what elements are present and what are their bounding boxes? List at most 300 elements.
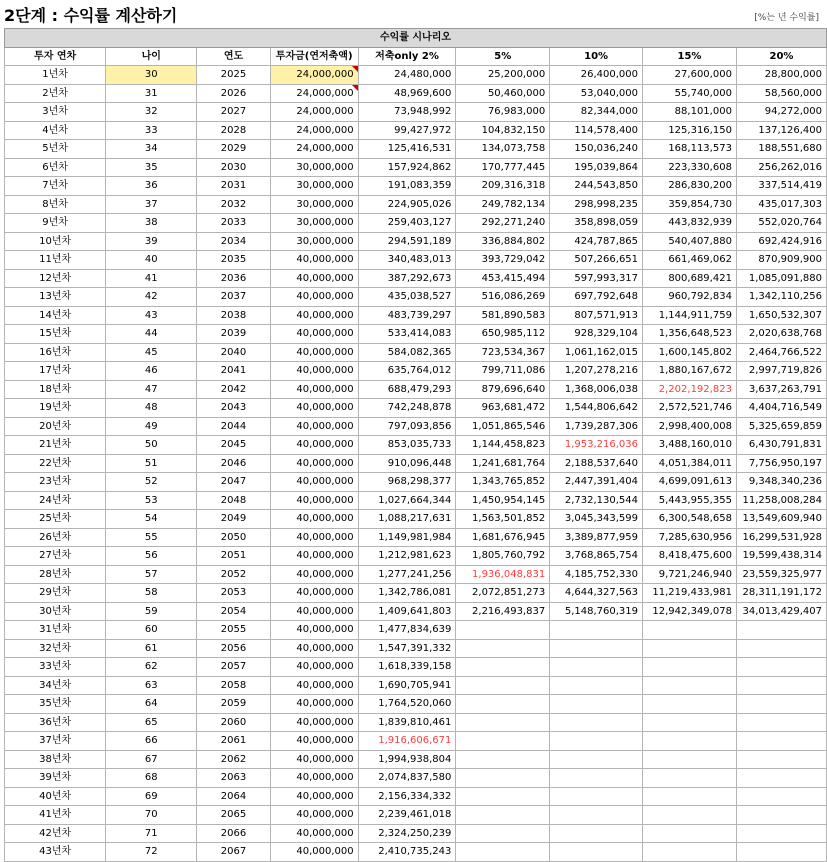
cell-year[interactable]: 2035 xyxy=(197,251,270,270)
cell-year-no[interactable]: 31년차 xyxy=(5,621,106,640)
cell-year[interactable]: 2057 xyxy=(197,658,270,677)
cell-year-no[interactable]: 40년차 xyxy=(5,787,106,806)
cell-rate-2[interactable]: 125,416,531 xyxy=(358,140,456,159)
cell-rate-5[interactable]: 453,415,494 xyxy=(456,269,550,288)
cell-rate-10[interactable]: 1,207,278,216 xyxy=(550,362,643,381)
cell-rate-10[interactable]: 114,578,400 xyxy=(550,121,643,140)
cell-rate-2[interactable]: 797,093,856 xyxy=(358,417,456,436)
cell-age[interactable]: 52 xyxy=(106,473,197,492)
cell-year[interactable]: 2060 xyxy=(197,713,270,732)
cell-rate-10[interactable]: 5,148,760,319 xyxy=(550,602,643,621)
cell-year-no[interactable]: 15년차 xyxy=(5,325,106,344)
cell-year-no[interactable]: 13년차 xyxy=(5,288,106,307)
cell-year-no[interactable]: 35년차 xyxy=(5,695,106,714)
cell-rate-10[interactable]: 82,344,000 xyxy=(550,103,643,122)
cell-rate-2[interactable]: 2,156,334,332 xyxy=(358,787,456,806)
cell-rate-15[interactable]: 800,689,421 xyxy=(643,269,737,288)
cell-rate-15[interactable]: 4,699,091,613 xyxy=(643,473,737,492)
cell-year-no[interactable]: 30년차 xyxy=(5,602,106,621)
cell-year-no[interactable]: 36년차 xyxy=(5,713,106,732)
cell-age[interactable]: 67 xyxy=(106,750,197,769)
cell-age[interactable]: 33 xyxy=(106,121,197,140)
cell-rate-10[interactable] xyxy=(550,787,643,806)
cell-rate-20[interactable]: 13,549,609,940 xyxy=(736,510,826,529)
cell-rate-2[interactable]: 1,916,606,671 xyxy=(358,732,456,751)
cell-invest[interactable]: 40,000,000 xyxy=(270,251,358,270)
cell-rate-10[interactable]: 2,732,130,544 xyxy=(550,491,643,510)
cell-rate-5[interactable]: 1,144,458,823 xyxy=(456,436,550,455)
cell-rate-15[interactable]: 88,101,000 xyxy=(643,103,737,122)
cell-rate-10[interactable]: 3,045,343,599 xyxy=(550,510,643,529)
cell-rate-15[interactable]: 960,792,834 xyxy=(643,288,737,307)
cell-year[interactable]: 2039 xyxy=(197,325,270,344)
cell-rate-5[interactable]: 104,832,150 xyxy=(456,121,550,140)
cell-invest[interactable]: 40,000,000 xyxy=(270,547,358,566)
cell-year[interactable]: 2031 xyxy=(197,177,270,196)
cell-rate-10[interactable] xyxy=(550,824,643,843)
cell-rate-2[interactable]: 2,410,735,243 xyxy=(358,843,456,862)
cell-rate-2[interactable]: 1,477,834,639 xyxy=(358,621,456,640)
cell-rate-20[interactable] xyxy=(736,639,826,658)
header-rate-5[interactable]: 5% xyxy=(456,47,550,66)
cell-rate-2[interactable]: 635,764,012 xyxy=(358,362,456,381)
cell-year-no[interactable]: 12년차 xyxy=(5,269,106,288)
cell-rate-5[interactable]: 1,343,765,852 xyxy=(456,473,550,492)
cell-rate-15[interactable]: 4,051,384,011 xyxy=(643,454,737,473)
cell-rate-5[interactable] xyxy=(456,639,550,658)
cell-rate-20[interactable]: 256,262,016 xyxy=(736,158,826,177)
cell-year-no[interactable]: 7년차 xyxy=(5,177,106,196)
cell-rate-20[interactable]: 1,085,091,880 xyxy=(736,269,826,288)
cell-rate-20[interactable]: 9,348,340,236 xyxy=(736,473,826,492)
cell-invest[interactable]: 40,000,000 xyxy=(270,473,358,492)
cell-rate-15[interactable]: 55,740,000 xyxy=(643,84,737,103)
cell-invest[interactable]: 40,000,000 xyxy=(270,491,358,510)
cell-rate-15[interactable]: 286,830,200 xyxy=(643,177,737,196)
cell-rate-20[interactable]: 552,020,764 xyxy=(736,214,826,233)
cell-year-no[interactable]: 33년차 xyxy=(5,658,106,677)
cell-rate-20[interactable]: 1,342,110,256 xyxy=(736,288,826,307)
cell-invest[interactable]: 40,000,000 xyxy=(270,824,358,843)
cell-rate-10[interactable]: 507,266,651 xyxy=(550,251,643,270)
cell-rate-20[interactable]: 2,464,766,522 xyxy=(736,343,826,362)
cell-rate-2[interactable]: 1,994,938,804 xyxy=(358,750,456,769)
cell-invest[interactable]: 40,000,000 xyxy=(270,399,358,418)
cell-year-no[interactable]: 20년차 xyxy=(5,417,106,436)
cell-rate-2[interactable]: 224,905,026 xyxy=(358,195,456,214)
cell-rate-20[interactable]: 6,430,791,831 xyxy=(736,436,826,455)
cell-age[interactable]: 70 xyxy=(106,806,197,825)
cell-rate-15[interactable]: 223,330,608 xyxy=(643,158,737,177)
cell-year[interactable]: 2053 xyxy=(197,584,270,603)
cell-age[interactable]: 53 xyxy=(106,491,197,510)
cell-age[interactable]: 38 xyxy=(106,214,197,233)
cell-rate-2[interactable]: 968,298,377 xyxy=(358,473,456,492)
cell-age[interactable]: 56 xyxy=(106,547,197,566)
cell-rate-10[interactable] xyxy=(550,750,643,769)
cell-rate-10[interactable]: 3,389,877,959 xyxy=(550,528,643,547)
cell-rate-20[interactable]: 188,551,680 xyxy=(736,140,826,159)
cell-year-no[interactable]: 16년차 xyxy=(5,343,106,362)
cell-age[interactable]: 55 xyxy=(106,528,197,547)
cell-rate-20[interactable]: 7,756,950,197 xyxy=(736,454,826,473)
cell-year-no[interactable]: 10년차 xyxy=(5,232,106,251)
cell-age[interactable]: 60 xyxy=(106,621,197,640)
cell-rate-10[interactable] xyxy=(550,732,643,751)
cell-invest[interactable]: 24,000,000 xyxy=(270,103,358,122)
cell-rate-15[interactable]: 3,488,160,010 xyxy=(643,436,737,455)
cell-rate-2[interactable]: 1,149,981,984 xyxy=(358,528,456,547)
cell-rate-20[interactable]: 2,997,719,826 xyxy=(736,362,826,381)
cell-rate-5[interactable]: 799,711,086 xyxy=(456,362,550,381)
cell-rate-2[interactable]: 853,035,733 xyxy=(358,436,456,455)
cell-rate-2[interactable]: 2,239,461,018 xyxy=(358,806,456,825)
cell-rate-15[interactable]: 1,144,911,759 xyxy=(643,306,737,325)
cell-rate-10[interactable] xyxy=(550,843,643,862)
cell-year[interactable]: 2037 xyxy=(197,288,270,307)
cell-rate-2[interactable]: 1,088,217,631 xyxy=(358,510,456,529)
header-year-no[interactable]: 투자 연차 xyxy=(5,47,106,66)
cell-invest[interactable]: 24,000,000 xyxy=(270,66,358,85)
cell-rate-2[interactable]: 99,427,972 xyxy=(358,121,456,140)
cell-year[interactable]: 2042 xyxy=(197,380,270,399)
cell-year-no[interactable]: 41년차 xyxy=(5,806,106,825)
cell-age[interactable]: 32 xyxy=(106,103,197,122)
cell-year[interactable]: 2030 xyxy=(197,158,270,177)
cell-invest[interactable]: 40,000,000 xyxy=(270,565,358,584)
cell-age[interactable]: 49 xyxy=(106,417,197,436)
cell-age[interactable]: 30 xyxy=(106,66,197,85)
cell-rate-15[interactable] xyxy=(643,639,737,658)
cell-rate-15[interactable] xyxy=(643,676,737,695)
cell-age[interactable]: 64 xyxy=(106,695,197,714)
cell-rate-2[interactable]: 1,618,339,158 xyxy=(358,658,456,677)
cell-invest[interactable]: 40,000,000 xyxy=(270,417,358,436)
cell-year[interactable]: 2033 xyxy=(197,214,270,233)
cell-invest[interactable]: 40,000,000 xyxy=(270,787,358,806)
cell-year[interactable]: 2067 xyxy=(197,843,270,862)
cell-invest[interactable]: 40,000,000 xyxy=(270,750,358,769)
cell-year-no[interactable]: 28년차 xyxy=(5,565,106,584)
cell-rate-10[interactable]: 424,787,865 xyxy=(550,232,643,251)
cell-rate-2[interactable]: 742,248,878 xyxy=(358,399,456,418)
cell-invest[interactable]: 30,000,000 xyxy=(270,195,358,214)
cell-rate-5[interactable]: 336,884,802 xyxy=(456,232,550,251)
cell-year-no[interactable]: 2년차 xyxy=(5,84,106,103)
cell-rate-5[interactable] xyxy=(456,843,550,862)
header-age[interactable]: 나이 xyxy=(106,47,197,66)
cell-invest[interactable]: 24,000,000 xyxy=(270,84,358,103)
cell-invest[interactable]: 40,000,000 xyxy=(270,843,358,862)
cell-age[interactable]: 54 xyxy=(106,510,197,529)
cell-year-no[interactable]: 22년차 xyxy=(5,454,106,473)
cell-year[interactable]: 2052 xyxy=(197,565,270,584)
cell-invest[interactable]: 40,000,000 xyxy=(270,510,358,529)
cell-rate-5[interactable]: 134,073,758 xyxy=(456,140,550,159)
cell-rate-2[interactable]: 340,483,013 xyxy=(358,251,456,270)
cell-rate-20[interactable]: 11,258,008,284 xyxy=(736,491,826,510)
cell-rate-10[interactable]: 1,368,006,038 xyxy=(550,380,643,399)
cell-rate-20[interactable] xyxy=(736,843,826,862)
cell-rate-20[interactable]: 5,325,659,859 xyxy=(736,417,826,436)
cell-year-no[interactable]: 4년차 xyxy=(5,121,106,140)
cell-age[interactable]: 65 xyxy=(106,713,197,732)
cell-age[interactable]: 59 xyxy=(106,602,197,621)
cell-rate-10[interactable]: 807,571,913 xyxy=(550,306,643,325)
cell-rate-5[interactable]: 879,696,640 xyxy=(456,380,550,399)
cell-rate-15[interactable]: 2,998,400,008 xyxy=(643,417,737,436)
cell-age[interactable]: 44 xyxy=(106,325,197,344)
header-rate-2[interactable]: 저축only 2% xyxy=(358,47,456,66)
cell-invest[interactable]: 40,000,000 xyxy=(270,528,358,547)
cell-rate-10[interactable]: 3,768,865,754 xyxy=(550,547,643,566)
cell-year[interactable]: 2049 xyxy=(197,510,270,529)
cell-rate-15[interactable]: 7,285,630,956 xyxy=(643,528,737,547)
cell-year-no[interactable]: 3년차 xyxy=(5,103,106,122)
cell-invest[interactable]: 40,000,000 xyxy=(270,454,358,473)
cell-year[interactable]: 2045 xyxy=(197,436,270,455)
cell-rate-5[interactable] xyxy=(456,806,550,825)
cell-age[interactable]: 35 xyxy=(106,158,197,177)
cell-rate-5[interactable] xyxy=(456,787,550,806)
cell-year[interactable]: 2061 xyxy=(197,732,270,751)
cell-rate-10[interactable]: 53,040,000 xyxy=(550,84,643,103)
cell-rate-10[interactable]: 1,739,287,306 xyxy=(550,417,643,436)
cell-year[interactable]: 2062 xyxy=(197,750,270,769)
cell-year[interactable]: 2029 xyxy=(197,140,270,159)
cell-year-no[interactable]: 9년차 xyxy=(5,214,106,233)
cell-rate-15[interactable]: 661,469,062 xyxy=(643,251,737,270)
cell-age[interactable]: 31 xyxy=(106,84,197,103)
cell-rate-5[interactable]: 723,534,367 xyxy=(456,343,550,362)
cell-rate-15[interactable] xyxy=(643,621,737,640)
cell-rate-15[interactable]: 1,356,648,523 xyxy=(643,325,737,344)
cell-year[interactable]: 2059 xyxy=(197,695,270,714)
cell-rate-20[interactable]: 28,311,191,172 xyxy=(736,584,826,603)
cell-year[interactable]: 2054 xyxy=(197,602,270,621)
cell-rate-5[interactable]: 1,805,760,792 xyxy=(456,547,550,566)
cell-rate-20[interactable]: 28,800,000 xyxy=(736,66,826,85)
cell-rate-2[interactable]: 1,027,664,344 xyxy=(358,491,456,510)
cell-rate-20[interactable] xyxy=(736,621,826,640)
cell-rate-10[interactable] xyxy=(550,621,643,640)
cell-rate-10[interactable] xyxy=(550,806,643,825)
cell-rate-2[interactable]: 1,277,241,256 xyxy=(358,565,456,584)
cell-rate-15[interactable]: 12,942,349,078 xyxy=(643,602,737,621)
cell-rate-5[interactable]: 292,271,240 xyxy=(456,214,550,233)
cell-invest[interactable]: 40,000,000 xyxy=(270,621,358,640)
cell-age[interactable]: 43 xyxy=(106,306,197,325)
cell-year-no[interactable]: 26년차 xyxy=(5,528,106,547)
cell-year-no[interactable]: 8년차 xyxy=(5,195,106,214)
cell-rate-5[interactable] xyxy=(456,695,550,714)
cell-rate-2[interactable]: 1,212,981,623 xyxy=(358,547,456,566)
cell-rate-5[interactable]: 650,985,112 xyxy=(456,325,550,344)
cell-year[interactable]: 2036 xyxy=(197,269,270,288)
cell-age[interactable]: 47 xyxy=(106,380,197,399)
cell-rate-2[interactable]: 584,082,365 xyxy=(358,343,456,362)
cell-rate-15[interactable] xyxy=(643,824,737,843)
cell-rate-10[interactable] xyxy=(550,658,643,677)
cell-rate-15[interactable] xyxy=(643,806,737,825)
cell-rate-5[interactable] xyxy=(456,769,550,788)
cell-year[interactable]: 2058 xyxy=(197,676,270,695)
cell-rate-20[interactable]: 94,272,000 xyxy=(736,103,826,122)
cell-rate-5[interactable]: 1,051,865,546 xyxy=(456,417,550,436)
cell-invest[interactable]: 40,000,000 xyxy=(270,769,358,788)
cell-rate-5[interactable] xyxy=(456,750,550,769)
cell-rate-15[interactable] xyxy=(643,843,737,862)
cell-rate-5[interactable]: 2,072,851,273 xyxy=(456,584,550,603)
cell-invest[interactable]: 40,000,000 xyxy=(270,806,358,825)
cell-year[interactable]: 2046 xyxy=(197,454,270,473)
cell-rate-15[interactable] xyxy=(643,658,737,677)
cell-rate-10[interactable]: 597,993,317 xyxy=(550,269,643,288)
cell-rate-20[interactable]: 16,299,531,928 xyxy=(736,528,826,547)
cell-invest[interactable]: 30,000,000 xyxy=(270,177,358,196)
cell-rate-15[interactable]: 1,600,145,802 xyxy=(643,343,737,362)
cell-year[interactable]: 2032 xyxy=(197,195,270,214)
cell-rate-2[interactable]: 483,739,297 xyxy=(358,306,456,325)
cell-year[interactable]: 2034 xyxy=(197,232,270,251)
cell-rate-20[interactable]: 34,013,429,407 xyxy=(736,602,826,621)
cell-year[interactable]: 2041 xyxy=(197,362,270,381)
cell-age[interactable]: 66 xyxy=(106,732,197,751)
cell-year[interactable]: 2055 xyxy=(197,621,270,640)
header-invest[interactable]: 투자금(연저축액) xyxy=(270,47,358,66)
cell-year[interactable]: 2026 xyxy=(197,84,270,103)
cell-rate-2[interactable]: 259,403,127 xyxy=(358,214,456,233)
cell-invest[interactable]: 30,000,000 xyxy=(270,158,358,177)
cell-rate-5[interactable]: 1,450,954,145 xyxy=(456,491,550,510)
header-rate-10[interactable]: 10% xyxy=(550,47,643,66)
cell-rate-2[interactable]: 2,324,250,239 xyxy=(358,824,456,843)
cell-rate-2[interactable]: 24,480,000 xyxy=(358,66,456,85)
header-year[interactable]: 연도 xyxy=(197,47,270,66)
cell-rate-2[interactable]: 294,591,189 xyxy=(358,232,456,251)
cell-rate-2[interactable]: 1,839,810,461 xyxy=(358,713,456,732)
cell-rate-20[interactable] xyxy=(736,658,826,677)
cell-year-no[interactable]: 11년차 xyxy=(5,251,106,270)
cell-rate-15[interactable] xyxy=(643,713,737,732)
cell-rate-10[interactable]: 26,400,000 xyxy=(550,66,643,85)
cell-year-no[interactable]: 37년차 xyxy=(5,732,106,751)
cell-rate-10[interactable]: 2,188,537,640 xyxy=(550,454,643,473)
cell-rate-2[interactable]: 191,083,359 xyxy=(358,177,456,196)
cell-rate-5[interactable]: 963,681,472 xyxy=(456,399,550,418)
cell-rate-10[interactable]: 4,185,752,330 xyxy=(550,565,643,584)
cell-rate-2[interactable]: 387,292,673 xyxy=(358,269,456,288)
cell-rate-20[interactable]: 58,560,000 xyxy=(736,84,826,103)
cell-invest[interactable]: 30,000,000 xyxy=(270,232,358,251)
cell-rate-20[interactable] xyxy=(736,676,826,695)
cell-rate-10[interactable] xyxy=(550,713,643,732)
cell-rate-10[interactable] xyxy=(550,639,643,658)
cell-rate-15[interactable]: 6,300,548,658 xyxy=(643,510,737,529)
cell-age[interactable]: 36 xyxy=(106,177,197,196)
cell-rate-5[interactable]: 170,777,445 xyxy=(456,158,550,177)
cell-rate-5[interactable]: 50,460,000 xyxy=(456,84,550,103)
cell-invest[interactable]: 40,000,000 xyxy=(270,325,358,344)
cell-rate-5[interactable]: 209,316,318 xyxy=(456,177,550,196)
cell-year[interactable]: 2051 xyxy=(197,547,270,566)
cell-year-no[interactable]: 34년차 xyxy=(5,676,106,695)
cell-year-no[interactable]: 39년차 xyxy=(5,769,106,788)
cell-rate-5[interactable] xyxy=(456,621,550,640)
cell-rate-10[interactable]: 928,329,104 xyxy=(550,325,643,344)
cell-rate-15[interactable]: 27,600,000 xyxy=(643,66,737,85)
cell-rate-2[interactable]: 2,074,837,580 xyxy=(358,769,456,788)
cell-rate-10[interactable]: 195,039,864 xyxy=(550,158,643,177)
cell-rate-10[interactable]: 4,644,327,563 xyxy=(550,584,643,603)
cell-rate-5[interactable]: 249,782,134 xyxy=(456,195,550,214)
cell-age[interactable]: 40 xyxy=(106,251,197,270)
cell-year[interactable]: 2056 xyxy=(197,639,270,658)
cell-year-no[interactable]: 6년차 xyxy=(5,158,106,177)
cell-rate-15[interactable] xyxy=(643,732,737,751)
cell-rate-20[interactable]: 692,424,916 xyxy=(736,232,826,251)
cell-rate-2[interactable]: 688,479,293 xyxy=(358,380,456,399)
cell-invest[interactable]: 40,000,000 xyxy=(270,306,358,325)
cell-rate-5[interactable] xyxy=(456,824,550,843)
cell-rate-20[interactable] xyxy=(736,787,826,806)
cell-rate-20[interactable]: 1,650,532,307 xyxy=(736,306,826,325)
cell-rate-2[interactable]: 435,038,527 xyxy=(358,288,456,307)
cell-rate-5[interactable] xyxy=(456,713,550,732)
cell-invest[interactable]: 40,000,000 xyxy=(270,436,358,455)
cell-rate-2[interactable]: 1,690,705,941 xyxy=(358,676,456,695)
cell-invest[interactable]: 40,000,000 xyxy=(270,676,358,695)
cell-rate-20[interactable]: 23,559,325,977 xyxy=(736,565,826,584)
cell-invest[interactable]: 24,000,000 xyxy=(270,140,358,159)
cell-year-no[interactable]: 18년차 xyxy=(5,380,106,399)
cell-year[interactable]: 2025 xyxy=(197,66,270,85)
cell-age[interactable]: 39 xyxy=(106,232,197,251)
cell-invest[interactable]: 30,000,000 xyxy=(270,214,358,233)
cell-year-no[interactable]: 38년차 xyxy=(5,750,106,769)
cell-rate-20[interactable]: 2,020,638,768 xyxy=(736,325,826,344)
cell-invest[interactable]: 40,000,000 xyxy=(270,269,358,288)
cell-rate-5[interactable]: 581,890,583 xyxy=(456,306,550,325)
cell-rate-10[interactable] xyxy=(550,676,643,695)
cell-age[interactable]: 72 xyxy=(106,843,197,862)
cell-year-no[interactable]: 27년차 xyxy=(5,547,106,566)
cell-rate-5[interactable]: 393,729,042 xyxy=(456,251,550,270)
cell-invest[interactable]: 24,000,000 xyxy=(270,121,358,140)
cell-age[interactable]: 63 xyxy=(106,676,197,695)
cell-rate-20[interactable] xyxy=(736,732,826,751)
cell-year-no[interactable]: 14년차 xyxy=(5,306,106,325)
cell-rate-2[interactable]: 48,969,600 xyxy=(358,84,456,103)
cell-invest[interactable]: 40,000,000 xyxy=(270,584,358,603)
cell-age[interactable]: 58 xyxy=(106,584,197,603)
cell-rate-10[interactable] xyxy=(550,769,643,788)
cell-invest[interactable]: 40,000,000 xyxy=(270,343,358,362)
cell-year[interactable]: 2043 xyxy=(197,399,270,418)
cell-rate-2[interactable]: 1,764,520,060 xyxy=(358,695,456,714)
cell-rate-10[interactable]: 1,544,806,642 xyxy=(550,399,643,418)
cell-rate-15[interactable]: 443,832,939 xyxy=(643,214,737,233)
cell-rate-15[interactable] xyxy=(643,750,737,769)
cell-rate-10[interactable]: 697,792,648 xyxy=(550,288,643,307)
cell-rate-2[interactable]: 533,414,083 xyxy=(358,325,456,344)
cell-rate-20[interactable] xyxy=(736,713,826,732)
cell-year[interactable]: 2028 xyxy=(197,121,270,140)
cell-age[interactable]: 37 xyxy=(106,195,197,214)
cell-rate-2[interactable]: 1,342,786,081 xyxy=(358,584,456,603)
cell-age[interactable]: 48 xyxy=(106,399,197,418)
cell-age[interactable]: 62 xyxy=(106,658,197,677)
